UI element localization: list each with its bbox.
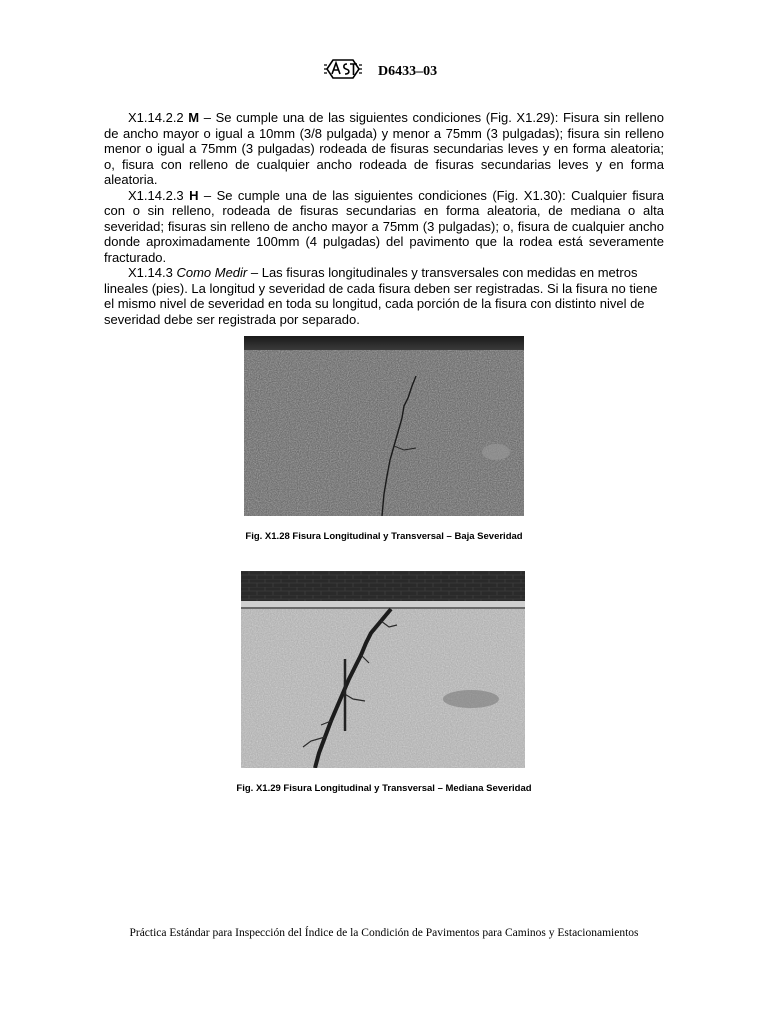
paragraph-x1-14-3 — [104, 265, 664, 327]
section-number: X1.14.2.3 — [128, 187, 184, 203]
body-text — [104, 110, 664, 327]
figure-photo-low-severity — [244, 336, 524, 516]
page-header — [0, 56, 768, 88]
paragraph-x1-14-2-3 — [104, 188, 664, 266]
paragraph-text: – Se cumple una de las siguientes condiciones (Fig. X1.30): Cualquier fisura con o sin relleno, rodeada de fisuras secundarias en forma aleatoria, de mediana o alta severidad; fisuras sin relleno de ancho mayor a 75mm (3 pulgadas); o, fisura de cualquier ancho donde aproximadamente 100mm (4 pulgadas) del pavimento que la rodea está severamente fracturado. — [104, 187, 664, 265]
section-number: X1.14.3 — [128, 265, 173, 280]
paragraph-x1-14-2-2 — [104, 110, 664, 188]
astm-logo-icon — [323, 56, 363, 82]
section-number: X1.14.2.2 — [128, 110, 184, 125]
paragraph-text: – Las fisuras longitudinales y transversales con medidas en metros lineales (pies). La longitud y severidad de cada fisura deben ser registradas. Si la fisura no tiene el mismo nivel de severidad en toda su longitud, cada porción de la fisura con distinto nivel de severidad debe ser registrada por separado. — [104, 265, 658, 327]
figure-caption: Fig. X1.28 Fisura Longitudinal y Transversal – Baja Severidad — [245, 531, 523, 542]
section-title: Como Medir — [176, 265, 248, 280]
paragraph-text: – Se cumple una de las siguientes condiciones (Fig. X1.29): Fisura sin relleno de ancho mayor o igual a 10mm (3/8 pulgada) y menor a 75mm (3 pulgadas); fisura sin relleno menor o igual a 75mm (3 pulgadas) rodeada de fisuras secundarias leves y en forma aleatoria; o, fisura con relleno de cualquier ancho rodeada de fisuras secundarias leves y en forma aleatoria. — [104, 110, 664, 187]
figure-photo-medium-severity — [241, 571, 525, 768]
figure-caption: Fig. X1.29 Fisura Longitudinal y Transversal – Mediana Severidad — [236, 783, 532, 794]
severity-key: M — [188, 110, 200, 125]
document-number: D6433–03 — [378, 64, 438, 79]
page-footer: Práctica Estándar para Inspección del Índice de la Condición de Pavimentos para Caminos y Estacionamientos — [129, 927, 639, 939]
severity-key: H — [189, 187, 199, 203]
